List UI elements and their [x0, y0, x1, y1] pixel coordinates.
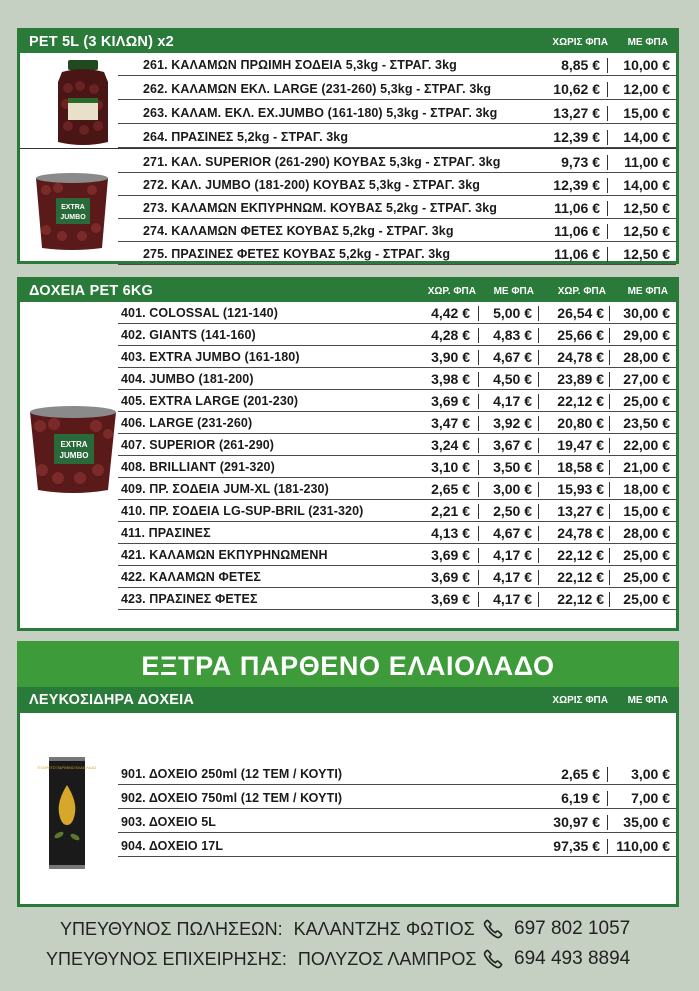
section-title: ΛΕΥΚΟΣΙΔΗΡΑ ΔΟΧΕΙΑ	[29, 692, 195, 708]
column-divider	[607, 791, 608, 806]
item-description: 264. ΠΡΑΣΙΝΕΣ 5,2kg - ΣΤΡΑΓ. 3kg	[143, 130, 349, 144]
price-box-vat: 22,00 €	[623, 437, 670, 453]
sales-manager-phone[interactable]: 697 802 1057	[514, 918, 631, 939]
table-row	[118, 835, 676, 857]
column-divider	[538, 306, 539, 321]
section-header	[20, 280, 676, 302]
column-divider	[538, 394, 539, 409]
col-header-4: ΜΕ ΦΠΑ	[627, 286, 668, 297]
table-row	[118, 346, 676, 368]
item-description: 409. ΠΡ. ΣΟΔΕΙΑ JUM-XL (181-230)	[121, 482, 329, 496]
column-divider	[538, 526, 539, 541]
column-divider	[538, 372, 539, 387]
price-unit-no-vat: 3,98 €	[431, 371, 470, 387]
item-description: 411. ΠΡΑΣΙΝΕΣ	[121, 526, 211, 540]
bucket-label-top: EXTRA	[60, 440, 88, 449]
price-with-vat: 14,00 €	[623, 177, 670, 193]
column-divider	[538, 504, 539, 519]
sales-manager-label: ΥΠΕΥΘΥΝΟΣ ΠΩΛΗΣΕΩΝ:	[60, 919, 283, 939]
olive-oil-can-image	[37, 755, 97, 871]
table-row	[118, 811, 676, 833]
price-box-vat: 30,00 €	[623, 305, 670, 321]
item-description: 275. ΠΡΑΣΙΝΕΣ ΦΕΤΕΣ ΚΟΥΒΑΣ 5,2kg - ΣΤΡΑΓ. 3kg	[143, 247, 451, 261]
column-divider	[607, 130, 608, 145]
business-manager-name: ΠΟΛΥΖΟΣ ΛΑΜΠΡΟΣ	[297, 949, 477, 969]
price-box-no-vat: 20,80 €	[557, 415, 604, 431]
table-row	[118, 566, 676, 588]
item-description: 423. ΠΡΑΣΙΝΕΣ ΦΕΤΕΣ	[121, 592, 258, 606]
price-with-vat: 12,50 €	[623, 223, 670, 239]
price-box-vat: 27,00 €	[623, 371, 670, 387]
price-unit-vat: 3,67 €	[493, 437, 532, 453]
column-divider	[538, 350, 539, 365]
item-description: 406. LARGE (231-260)	[121, 416, 253, 430]
table-row	[118, 390, 676, 412]
price-box-no-vat: 19,47 €	[557, 437, 604, 453]
price-unit-vat: 4,17 €	[493, 393, 532, 409]
price-box-no-vat: 15,93 €	[557, 481, 604, 497]
table-row	[118, 174, 676, 196]
price-unit-vat: 4,67 €	[493, 349, 532, 365]
price-box-vat: 28,00 €	[623, 525, 670, 541]
item-description: 407. SUPERIOR (261-290)	[121, 438, 275, 452]
table-row	[118, 243, 676, 265]
item-description: 263. ΚΑΛΑΜ. ΕΚΛ. ΕΧ.JUMBO (161-180) 5,3kg - ΣΤΡΑΓ. 3kg	[143, 106, 498, 120]
price-box-vat: 29,00 €	[623, 327, 670, 343]
column-divider	[607, 106, 608, 121]
table-row	[118, 78, 676, 100]
price-with-vat: 12,50 €	[623, 246, 670, 262]
price-no-vat: 9,73 €	[561, 154, 600, 170]
price-unit-vat: 4,50 €	[493, 371, 532, 387]
item-description: 272. ΚΑΛ. JUMBO (181-200) ΚΟΥΒΑΣ 5,3kg - ΣΤΡΑΓ. 3kg	[143, 178, 480, 192]
table-row	[118, 456, 676, 478]
item-description: 422. ΚΑΛΑΜΩΝ ΦΕΤΕΣ	[121, 570, 262, 584]
price-unit-no-vat: 4,42 €	[431, 305, 470, 321]
group-divider	[20, 148, 676, 149]
price-box-no-vat: 22,12 €	[557, 569, 604, 585]
price-unit-no-vat: 4,13 €	[431, 525, 470, 541]
table-row	[118, 368, 676, 390]
column-divider	[538, 438, 539, 453]
price-box-no-vat: 22,12 €	[557, 393, 604, 409]
column-divider	[538, 592, 539, 607]
price-unit-vat: 3,92 €	[493, 415, 532, 431]
phone-icon	[482, 918, 504, 940]
column-divider	[538, 416, 539, 431]
price-box-no-vat: 26,54 €	[557, 305, 604, 321]
olive-jar-image	[48, 58, 118, 148]
table-row	[118, 412, 676, 434]
item-description: 273. ΚΑΛΑΜΩΝ ΕΚΠΥΡΗΝΩΜ. ΚΟΥΒΑΣ 5,2kg - ΣΤΡΑΓ. 3kg	[143, 201, 498, 215]
table-row	[118, 434, 676, 456]
col-header-vat: ΜΕ ΦΠΑ	[627, 37, 668, 48]
column-divider	[607, 224, 608, 239]
price-box-no-vat: 23,89 €	[557, 371, 604, 387]
col-header-no-vat: ΧΩΡΙΣ ΦΠΑ	[552, 695, 608, 706]
item-description: 408. BRILLIANT (291-320)	[121, 460, 275, 474]
price-box-no-vat: 25,66 €	[557, 327, 604, 343]
table-row	[118, 588, 676, 610]
section-header	[20, 687, 676, 713]
price-box-vat: 25,00 €	[623, 547, 670, 563]
column-divider	[607, 155, 608, 170]
price-unit-no-vat: 3,69 €	[431, 547, 470, 563]
column-divider	[607, 82, 608, 97]
price-box-vat: 28,00 €	[623, 349, 670, 365]
table-row	[118, 197, 676, 219]
column-divider	[538, 328, 539, 343]
price-no-vat: 11,06 €	[554, 200, 600, 216]
item-description: 903. ΔΟΧΕΙΟ 5L	[121, 815, 217, 829]
price-with-vat: 12,50 €	[623, 200, 670, 216]
price-no-vat: 8,85 €	[561, 57, 600, 73]
price-box-vat: 18,00 €	[623, 481, 670, 497]
price-unit-vat: 5,00 €	[493, 305, 532, 321]
table-row	[118, 763, 676, 785]
price-with-vat: 35,00 €	[623, 814, 670, 830]
column-divider	[607, 815, 608, 830]
olive-oil-banner: ΕΞΤΡΑ ΠΑΡΘΕΝΟ ΕΛΑΙΟΛΑΔΟ	[17, 641, 679, 690]
table-row	[118, 302, 676, 324]
price-with-vat: 10,00 €	[623, 57, 670, 73]
table-row	[118, 54, 676, 76]
item-description: 902. ΔΟΧΕΙΟ 750ml (12 ΤΕΜ / ΚΟΥΤΙ)	[121, 791, 343, 805]
business-manager-line	[46, 949, 477, 970]
section-title: ΔΟΧΕΙΑ PET 6KG	[29, 283, 154, 299]
sales-manager-name: ΚΑΛΑΝΤΖΗΣ ΦΩΤΙΟΣ	[293, 919, 475, 939]
price-box-vat: 23,50 €	[623, 415, 670, 431]
price-unit-no-vat: 3,69 €	[431, 393, 470, 409]
price-box-vat: 15,00 €	[623, 503, 670, 519]
item-description: 261. ΚΑΛΑΜΩΝ ΠΡΩΙΜΗ ΣΟΔΕΙΑ 5,3kg - ΣΤΡΑΓ. 3kg	[143, 58, 457, 72]
price-box-vat: 25,00 €	[623, 569, 670, 585]
price-with-vat: 12,00 €	[623, 81, 670, 97]
item-description: 274. ΚΑΛΑΜΩΝ ΦΕΤΕΣ ΚΟΥΒΑΣ 5,2kg - ΣΤΡΑΓ. 3kg	[143, 224, 454, 238]
price-with-vat: 15,00 €	[623, 105, 670, 121]
column-divider	[607, 247, 608, 262]
pet-6kg-section	[17, 277, 679, 631]
table-row	[118, 478, 676, 500]
phone-icon	[482, 948, 504, 970]
column-divider	[538, 570, 539, 585]
price-unit-vat: 4,67 €	[493, 525, 532, 541]
business-manager-phone[interactable]: 694 493 8894	[514, 948, 631, 969]
price-unit-vat: 2,50 €	[493, 503, 532, 519]
price-unit-no-vat: 3,90 €	[431, 349, 470, 365]
table-row	[118, 544, 676, 566]
price-box-no-vat: 13,27 €	[557, 503, 604, 519]
table-row	[118, 102, 676, 124]
column-divider	[538, 548, 539, 563]
price-box-no-vat: 18,58 €	[557, 459, 604, 475]
column-divider	[607, 839, 608, 854]
price-with-vat: 3,00 €	[631, 766, 670, 782]
price-with-vat: 14,00 €	[623, 129, 670, 145]
price-unit-no-vat: 3,10 €	[431, 459, 470, 475]
table-row	[118, 151, 676, 173]
item-description: 401. COLOSSAL (121-140)	[121, 306, 278, 320]
item-description: 901. ΔΟΧΕΙΟ 250ml (12 ΤΕΜ / ΚΟΥΤΙ)	[121, 767, 343, 781]
price-with-vat: 110,00 €	[616, 838, 670, 854]
column-divider	[607, 178, 608, 193]
table-row	[118, 787, 676, 809]
section-header	[20, 31, 676, 53]
price-unit-no-vat: 3,24 €	[431, 437, 470, 453]
col-header-no-vat: ΧΩΡΙΣ ΦΠΑ	[552, 37, 608, 48]
col-header-vat: ΜΕ ΦΠΑ	[627, 695, 668, 706]
price-unit-no-vat: 3,69 €	[431, 591, 470, 607]
price-box-vat: 25,00 €	[623, 591, 670, 607]
table-row	[118, 126, 676, 148]
price-no-vat: 97,35 €	[553, 838, 600, 854]
price-unit-no-vat: 3,47 €	[431, 415, 470, 431]
price-unit-vat: 4,83 €	[493, 327, 532, 343]
item-description: 403. EXTRA JUMBO (161-180)	[121, 350, 300, 364]
col-header-3: ΧΩΡ. ΦΠΑ	[557, 286, 606, 297]
column-divider	[607, 58, 608, 73]
col-header-1: ΧΩΡ. ΦΠΑ	[427, 286, 476, 297]
price-no-vat: 30,97 €	[553, 814, 600, 830]
price-box-vat: 21,00 €	[623, 459, 670, 475]
price-unit-no-vat: 3,69 €	[431, 569, 470, 585]
price-unit-vat: 4,17 €	[493, 591, 532, 607]
price-unit-vat: 4,17 €	[493, 547, 532, 563]
item-description: 410. ΠΡ. ΣΟΔΕΙΑ LG-SUP-BRIL (231-320)	[121, 504, 364, 518]
price-unit-vat: 3,50 €	[493, 459, 532, 475]
column-divider	[607, 767, 608, 782]
tin-containers-section	[17, 687, 679, 907]
price-no-vat: 10,62 €	[553, 81, 600, 97]
table-row	[118, 500, 676, 522]
olive-bucket-image-large	[26, 404, 120, 496]
price-with-vat: 7,00 €	[631, 790, 670, 806]
can-label: ΕΞΑΙΡΕΤΟ ΠΑΡΘΕΝΟ ΕΛΑΙΟΛΑΔΟ	[37, 766, 97, 770]
column-divider	[538, 482, 539, 497]
item-description: 404. JUMBO (181-200)	[121, 372, 254, 386]
price-unit-no-vat: 2,21 €	[431, 503, 470, 519]
column-divider	[538, 460, 539, 475]
price-box-vat: 25,00 €	[623, 393, 670, 409]
sales-manager-line	[60, 919, 475, 940]
item-description: 405. EXTRA LARGE (201-230)	[121, 394, 299, 408]
item-description: 262. ΚΑΛΑΜΩΝ ΕΚΛ. LARGE (231-260) 5,3kg - ΣΤΡΑΓ. 3kg	[143, 82, 492, 96]
item-description: 402. GIANTS (141-160)	[121, 328, 256, 342]
price-unit-no-vat: 4,28 €	[431, 327, 470, 343]
bucket-label-bottom: JUMBO	[60, 214, 86, 221]
section-title: PET 5L (3 ΚΙΛΩΝ) x2	[29, 34, 174, 50]
olive-bucket-image	[32, 170, 112, 252]
table-row	[118, 324, 676, 346]
price-unit-vat: 4,17 €	[493, 569, 532, 585]
price-no-vat: 12,39 €	[553, 177, 600, 193]
item-description: 904. ΔΟΧΕΙΟ 17L	[121, 839, 224, 853]
price-box-no-vat: 24,78 €	[557, 349, 604, 365]
price-no-vat: 2,65 €	[561, 766, 600, 782]
price-unit-no-vat: 2,65 €	[431, 481, 470, 497]
price-box-no-vat: 22,12 €	[557, 591, 604, 607]
table-row	[118, 220, 676, 242]
price-no-vat: 6,19 €	[561, 790, 600, 806]
business-manager-label: ΥΠΕΥΘΥΝΟΣ ΕΠΙΧΕΙΡΗΣΗΣ:	[46, 949, 287, 969]
price-box-no-vat: 24,78 €	[557, 525, 604, 541]
price-no-vat: 11,06 €	[554, 246, 600, 262]
price-no-vat: 12,39 €	[553, 129, 600, 145]
table-row	[118, 522, 676, 544]
price-no-vat: 11,06 €	[554, 223, 600, 239]
pet-5l-section	[17, 28, 679, 264]
column-divider	[607, 201, 608, 216]
item-description: 271. ΚΑΛ. SUPERIOR (261-290) ΚΟΥΒΑΣ 5,3kg - ΣΤΡΑΓ. 3kg	[143, 155, 501, 169]
price-unit-vat: 3,00 €	[493, 481, 532, 497]
item-description: 421. ΚΑΛΑΜΩΝ ΕΚΠΥΡΗΝΩΜΕΝΗ	[121, 548, 328, 562]
price-box-no-vat: 22,12 €	[557, 547, 604, 563]
price-with-vat: 11,00 €	[624, 154, 670, 170]
bucket-label-bottom: JUMBO	[59, 451, 89, 460]
price-no-vat: 13,27 €	[553, 105, 600, 121]
col-header-2: ΜΕ ΦΠΑ	[493, 286, 534, 297]
bucket-label-top: EXTRA	[61, 204, 85, 211]
